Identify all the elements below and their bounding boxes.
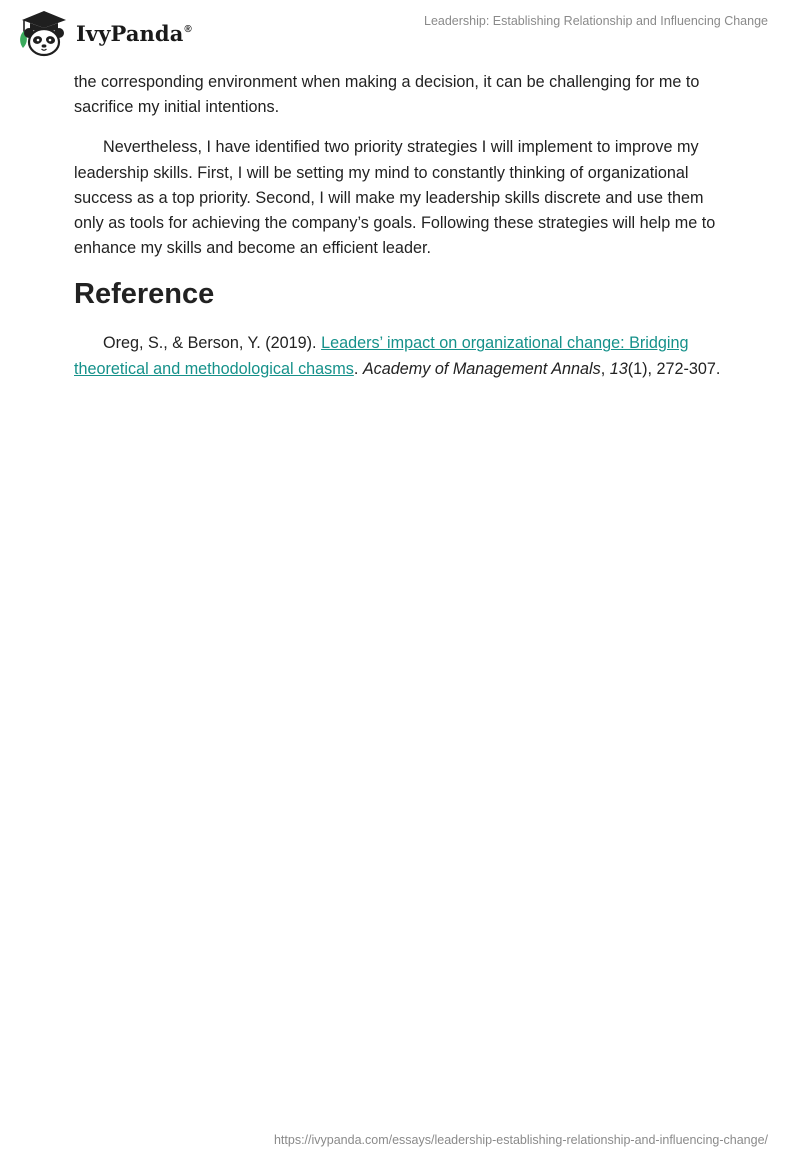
ivypanda-logo[interactable] (14, 8, 192, 58)
reference-journal: Academy of Management Annals (362, 359, 601, 378)
paragraph-strategies: Nevertheless, I have identified two priority strategies I will implement to improve my leadership skills. First, I will be setting my mind to constantly thinking of organizational success as a top priority. Second, I will make my leadership skills discrete and use them only as tools for achieving the company’s goals. Following these strategies will help me to enhance my skills and become an efficient leader. (74, 138, 716, 258)
running-title: Leadership: Establishing Relationship and Influencing Change (424, 14, 768, 28)
document-body (74, 70, 730, 397)
logo-wordmark (76, 21, 192, 46)
reference-comma: , (600, 359, 610, 378)
reference-heading: Reference (74, 278, 215, 311)
reference-punctuation: . (353, 359, 363, 378)
panda-graduation-cap-icon (14, 8, 74, 58)
reference-title-link[interactable]: Leaders’ impact on organizational change: Bridging theoretical and methodological chasms (74, 334, 689, 378)
paragraph-continued: the corresponding environment when making a decision, it can be challenging for me to sacrifice my initial intentions. (74, 73, 700, 117)
footer-url[interactable]: https://ivypanda.com/essays/leadership-establishing-relationship-and-influencing-change/ (273, 1133, 768, 1147)
page-header (0, 0, 800, 66)
reference-entry (74, 331, 730, 381)
reference-authors-year: Oreg, S., & Berson, Y. (2019). (103, 334, 322, 353)
brand-name: IvyPanda (76, 20, 184, 46)
reference-issue-pages: (1), 272-307. (627, 359, 721, 378)
registered-mark: ® (184, 23, 192, 35)
reference-volume: 13 (609, 359, 628, 378)
